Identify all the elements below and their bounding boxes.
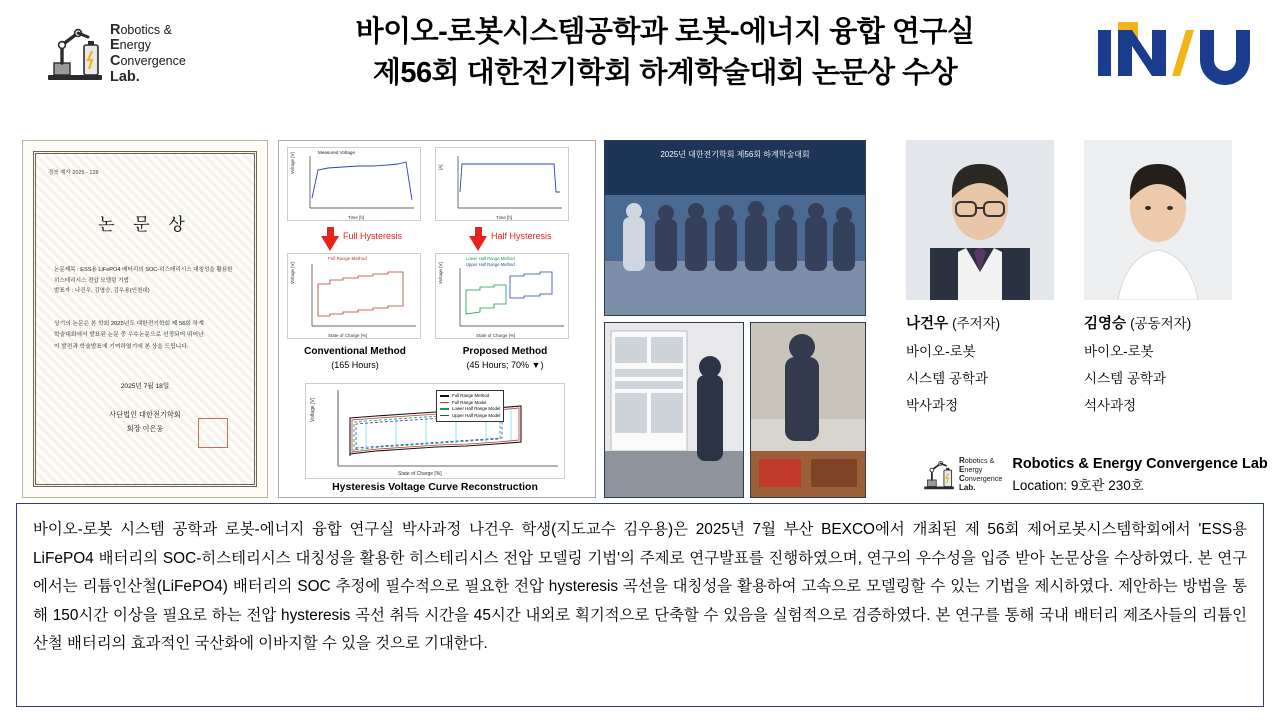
certificate-date: 2025년 7월 18일 [120, 382, 170, 390]
footer-logo-lab: Lab. [959, 482, 976, 492]
footer-logo-e: E [959, 465, 965, 475]
person-2-degree: 석사과정 [1084, 398, 1137, 413]
lab-location: Location: 9호관 230호 [1012, 478, 1144, 493]
lab-logo-text [110, 23, 186, 86]
lab-footer-text [1012, 456, 1267, 494]
reconstruction-chart-title: Hysteresis Voltage Curve Reconstruction [332, 481, 538, 493]
certificate-meta-line3: 발표자 : 나건우, 김영승, 김우용(인천대) [54, 288, 150, 295]
conventional-method-title: Conventional Method [304, 346, 406, 357]
footer-logo-c: C [959, 474, 965, 483]
certificate-meta [48, 265, 242, 297]
certificate-body [48, 319, 242, 354]
robot-arm-battery-icon [44, 19, 106, 89]
measured-voltage-ylabel: Voltage [V] [290, 152, 295, 174]
certificate-title: 논 문 상 [98, 215, 192, 234]
poster-session-photo-1 [604, 322, 744, 498]
measured-voltage-chart [287, 147, 421, 221]
conference-photo-caption: 2025년 대한전기학회 제56회 하계학술대회 [660, 150, 810, 159]
person-2-name [1084, 312, 1244, 333]
lab-logo-robotics: obotics & [120, 22, 172, 37]
poster-session-photo-2 [750, 322, 866, 498]
half-range-ylabel: Voltage [V] [438, 262, 443, 284]
legend-item-3: Upper Half Range Model [452, 412, 501, 418]
person-1-dept-line1: 바이오-로봇 [906, 344, 976, 359]
certificate-meta-line2: 히스테리시스 전압 모델링 기법 [54, 277, 129, 284]
half-range-title-2: Upper Half Range Method [466, 262, 515, 267]
lab-logo [44, 10, 224, 98]
certificate-meta-line1: 논문제목 : ESS용 LiFePO4 배터리의 SOC-히스테리시스 대칭성을 활용한 [54, 267, 233, 273]
content-area [0, 112, 1280, 500]
footer-logo-robotics: obotics & [964, 456, 995, 466]
conference-group-photo [604, 140, 866, 316]
person-2-role: (공동저자) [1130, 316, 1192, 331]
lab-footer-logo-text [959, 457, 1002, 492]
person-card-2 [1084, 140, 1244, 414]
half-range-title-1: Lower Half Range Method [466, 256, 515, 261]
full-range-title: Full Range Method [328, 256, 367, 261]
full-range-xlabel: State of Charge [%] [328, 333, 368, 338]
half-range-hysteresis-chart [435, 253, 569, 339]
measured-voltage-title: Measured Voltage [318, 150, 356, 155]
lab-logo-convergence: onvergence [120, 54, 186, 68]
measured-current-xlabel: Time [h] [496, 215, 513, 220]
measured-current-chart [435, 147, 569, 221]
official-seal-icon [198, 418, 228, 448]
footer-logo-r: R [959, 456, 965, 466]
person-2-name-text: 김영승 [1084, 316, 1127, 332]
award-certificate [22, 140, 268, 498]
portrait-photo-male-2 [1084, 140, 1232, 300]
proposed-method-title: Proposed Method [462, 346, 548, 357]
person-1-degree: 박사과정 [906, 398, 959, 413]
page-title-line2: 제56회 대한전기학회 하계학술대회 논문상 수상 [372, 57, 958, 90]
footer-logo-energy: nergy [964, 465, 983, 475]
legend-item-0: Full Range Method [452, 393, 490, 398]
reconstruction-xlabel: State of Charge [%] [398, 471, 442, 477]
description-box [16, 503, 1264, 707]
lab-logo-c: C [110, 53, 121, 69]
half-range-xlabel: State of Charge [%] [476, 333, 516, 338]
proposed-method-sub: (45 Hours; 70% ▼) [466, 359, 544, 370]
certificate-body-line1: 상기의 논문은 본 학회 2025년도 대한전기학회 제 56회 하계 [54, 320, 204, 327]
person-1-name-text: 나건우 [906, 316, 949, 332]
lab-logo-lab: Lab. [110, 68, 140, 85]
conventional-method-caption [285, 345, 425, 372]
person-2-dept-line1: 바이오-로봇 [1084, 344, 1154, 359]
description-text: 바이오-로봇 시스템 공학과 로봇-에너지 융합 연구실 박사과정 나건우 학생(지도교수 김우용)은 2025년 7월 부산 BEXCO에서 개최된 제 56회 제어로봇시스템학회에서 'ESS용 LiFePO4 배터리의 SOC-히스테리시스 대칭성을 활용한 히스테리시스 전압 모델링 기법'의 주제로 연구발표를 진행하였으며, 연구의 우수성을 입증 받아 논문상을 수상하였다. 본 연구에서는 리튬인산철(LiFePO4) 배터리의 SOC 추정에 필수적으로 필요한 전압 hysteresis 곡선을 대칭성을 활용하여 고속으로 모델링할 수 있는 기법을 제시하였다. 제안하는 방법을 통해 150시간 이상을 필요로 하는 전압 hysteresis 곡선 취득 시간을 45시간 내외로 획기적으로 단축할 수 있음을 실험적으로 검증하였다. 본 연구를 통해 국내 배터리 제조사들의 리튬인산철 배터리의 효과적인 국산화에 이바지할 수 있을 것으로 기대한다. [33, 521, 1247, 652]
portrait-photo-male [906, 140, 1054, 300]
lab-logo-r: R [110, 21, 121, 38]
measured-current-ylabel: [A] [438, 164, 443, 170]
person-2-dept-line2: 시스템 공학과 [1084, 371, 1166, 386]
reconstruction-legend [436, 390, 504, 422]
person-1-name [906, 312, 1066, 333]
page-title-line1: 바이오-로봇시스템공학과 로봇-에너지 융합 연구실 [355, 16, 975, 48]
proposed-method-caption [435, 345, 575, 372]
certificate-inner-frame [33, 151, 257, 487]
certificate-org-line2: 회장 이은웅 [126, 424, 164, 434]
research-figure-panel [278, 140, 596, 498]
certificate-code: 경북 제자 2025 - 128 [48, 170, 99, 176]
certificate-body-line2: 학술대회에서 발표된 논문 중 우수논문으로 선정되어 뛰어난 [54, 332, 204, 339]
certificate-org-line1: 사단법인 대한전기학회 [109, 409, 181, 419]
inu-logo [1094, 16, 1252, 90]
lab-logo-energy: nergy [119, 38, 151, 53]
robot-arm-battery-icon-small [922, 455, 956, 495]
full-hysteresis-label: Full Hysteresis [343, 231, 403, 241]
person-card-1 [906, 140, 1066, 414]
hysteresis-reconstruction-chart [305, 383, 565, 479]
full-range-hysteresis-chart [287, 253, 421, 339]
half-hysteresis-label: Half Hysteresis [491, 231, 552, 241]
lab-logo-e: E [110, 37, 120, 54]
certificate-body-line3: 이 발전과 학술발표에 기여하였기에 본 상을 드립니다. [54, 344, 189, 351]
measured-voltage-xlabel: Time [h] [348, 215, 365, 220]
lab-name: Robotics & Energy Convergence Lab [1012, 456, 1268, 472]
lab-footer [922, 452, 1272, 498]
person-1-dept-line2: 시스템 공학과 [906, 371, 988, 386]
reconstruction-ylabel: Voltage [V] [310, 397, 316, 422]
page-title [230, 12, 1100, 94]
header [0, 0, 1280, 108]
full-range-ylabel: Voltage [V] [290, 262, 295, 284]
footer-logo-convergence: onvergence [964, 474, 1003, 483]
conventional-method-sub: (165 Hours) [331, 359, 379, 370]
legend-item-2: Lower Half Range Model [452, 406, 501, 412]
legend-item-1: Full Range Model [452, 399, 487, 405]
person-1-role: (주저자) [952, 316, 1001, 331]
